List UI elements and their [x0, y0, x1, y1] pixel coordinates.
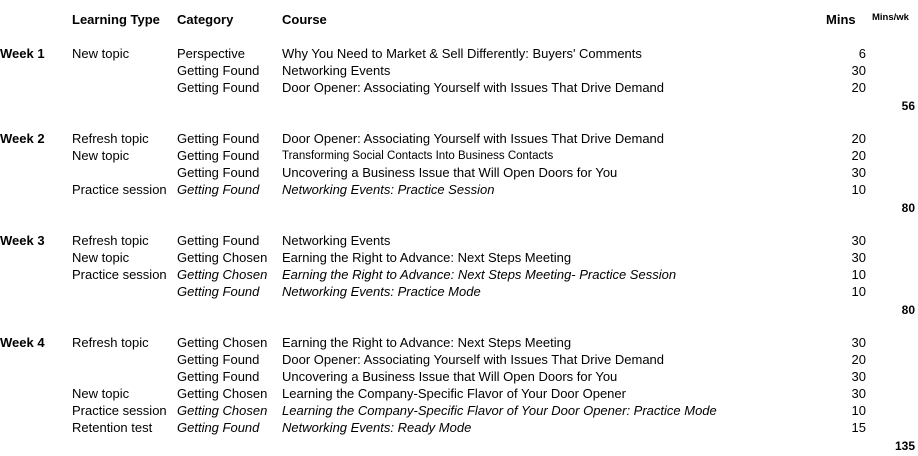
category: Getting Found — [177, 233, 260, 248]
course-mins: 30 — [851, 335, 866, 350]
course-mins: 30 — [851, 250, 866, 265]
week-label: Week 3 — [0, 233, 45, 248]
learning-type: Practice session — [72, 267, 167, 282]
category: Getting Chosen — [177, 335, 268, 350]
learning-type: Practice session — [72, 403, 167, 418]
course-title: Earning the Right to Advance: Next Steps Meeting- Practice Session — [282, 267, 677, 282]
header-course: Course — [282, 12, 327, 27]
learning-type: Practice session — [72, 182, 167, 197]
category: Getting Found — [177, 182, 260, 197]
learning-type: New topic — [72, 148, 130, 163]
category: Getting Found — [177, 420, 260, 435]
category: Perspective — [177, 46, 245, 61]
course-title: Networking Events — [282, 233, 391, 248]
course-mins: 30 — [851, 386, 866, 401]
course-mins: 10 — [851, 403, 866, 418]
course-mins: 10 — [851, 182, 866, 197]
category: Getting Found — [177, 352, 260, 367]
learning-type: Refresh topic — [72, 233, 149, 248]
course-mins: 10 — [851, 284, 866, 299]
course-title: Networking Events: Ready Mode — [282, 420, 472, 435]
week-label: Week 2 — [0, 131, 45, 146]
course-title: Earning the Right to Advance: Next Steps Meeting — [282, 250, 572, 265]
category: Getting Chosen — [177, 403, 268, 418]
category: Getting Found — [177, 284, 260, 299]
course-title: Transforming Social Contacts Into Business Contacts — [282, 150, 554, 162]
week-total-mins: 80 — [901, 201, 915, 215]
course-mins: 20 — [851, 80, 866, 95]
course-mins: 20 — [851, 352, 866, 367]
learning-type: Retention test — [72, 420, 153, 435]
course-title: Learning the Company-Specific Flavor of Your Door Opener: Practice Mode — [282, 403, 717, 418]
course-title: Door Opener: Associating Yourself with Issues That Drive Demand — [282, 352, 665, 367]
course-title: Uncovering a Business Issue that Will Open Doors for You — [282, 369, 618, 384]
category: Getting Found — [177, 63, 260, 78]
course-mins: 30 — [851, 165, 866, 180]
category: Getting Found — [177, 369, 260, 384]
week-total-mins: 80 — [901, 303, 915, 317]
course-title: Door Opener: Associating Yourself with Issues That Drive Demand — [282, 131, 665, 146]
course-mins: 6 — [858, 46, 866, 61]
category: Getting Chosen — [177, 250, 268, 265]
learning-type: New topic — [72, 386, 130, 401]
course-title: Networking Events: Practice Mode — [282, 284, 481, 299]
learning-type: Refresh topic — [72, 335, 149, 350]
course-title: Networking Events: Practice Session — [282, 182, 495, 197]
header-mins: Mins — [826, 12, 856, 27]
category: Getting Found — [177, 165, 260, 180]
course-mins: 15 — [851, 420, 866, 435]
course-mins: 20 — [851, 131, 866, 146]
header-learning-type: Learning Type — [72, 12, 160, 27]
category: Getting Found — [177, 148, 260, 163]
category: Getting Chosen — [177, 267, 268, 282]
course-mins: 30 — [851, 233, 866, 248]
learning-type: New topic — [72, 250, 130, 265]
course-mins: 30 — [851, 63, 866, 78]
category: Getting Found — [177, 80, 260, 95]
week-label: Week 4 — [0, 335, 45, 350]
course-title: Door Opener: Associating Yourself with Issues That Drive Demand — [282, 80, 665, 95]
week-total-mins: 135 — [894, 439, 915, 453]
learning-type: New topic — [72, 46, 130, 61]
category: Getting Found — [177, 131, 260, 146]
course-title: Earning the Right to Advance: Next Steps Meeting — [282, 335, 572, 350]
week-label: Week 1 — [0, 46, 45, 61]
week-total-mins: 56 — [901, 99, 915, 113]
course-mins: 20 — [851, 148, 866, 163]
course-title: Networking Events — [282, 63, 391, 78]
header-mins-per-week: Mins/wk — [872, 12, 909, 23]
course-title: Uncovering a Business Issue that Will Open Doors for You — [282, 165, 618, 180]
course-mins: 10 — [851, 267, 866, 282]
category: Getting Chosen — [177, 386, 268, 401]
header-category: Category — [177, 12, 234, 27]
course-title: Why You Need to Market & Sell Differently: Buyers' Comments — [282, 46, 642, 61]
learning-type: Refresh topic — [72, 131, 149, 146]
course-mins: 30 — [851, 369, 866, 384]
course-title: Learning the Company-Specific Flavor of Your Door Opener — [282, 386, 626, 401]
